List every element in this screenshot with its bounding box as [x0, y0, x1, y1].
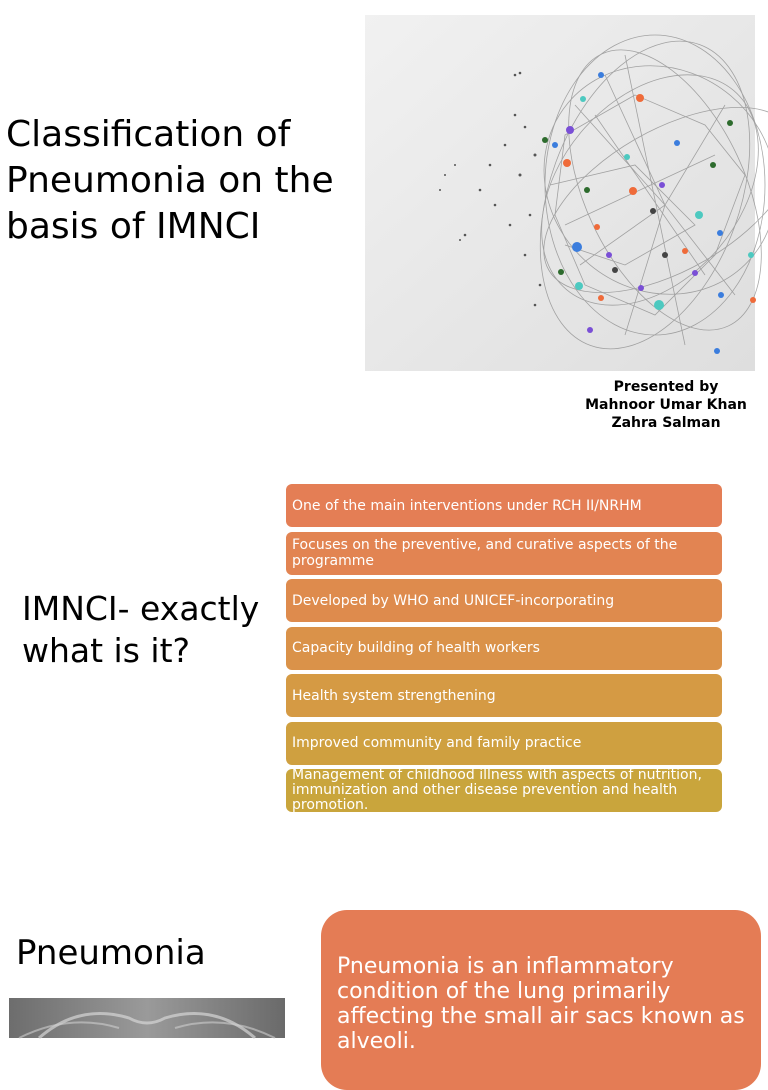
- presented-by-label: Presented by: [613, 379, 719, 395]
- slide-pneumonia: [0, 880, 768, 1054]
- list-item-text: One of the main interventions under RCH II/NRHM: [292, 497, 642, 514]
- chest-xray-image: [9, 998, 285, 1038]
- pneumonia-title: Pneumonia: [16, 933, 206, 973]
- list-item: [286, 627, 722, 670]
- list-item: [286, 674, 722, 717]
- list-item: [286, 484, 722, 527]
- list-item: [286, 532, 722, 575]
- presenter-name: Zahra Salman: [611, 415, 721, 431]
- network-illustration: [365, 15, 755, 371]
- list-item-text: Management of childhood illness with aspects of nutrition, immunization and other disease prevention and health promotion.: [292, 767, 702, 813]
- slide-title: [0, 0, 768, 440]
- list-item-text: Developed by WHO and UNICEF-incorporating: [292, 592, 615, 609]
- presenters-block: [575, 378, 757, 432]
- presenter-name: Mahnoor Umar Khan: [585, 397, 747, 413]
- list-item-text: Health system strengthening: [292, 687, 496, 704]
- pneumonia-definition: Pneumonia is an inflammatory condition of the lung primarily affecting the small air sacs known as alveoli.: [337, 954, 745, 1054]
- list-item: [286, 769, 722, 812]
- imnci-title: IMNCI- exactly what is it?: [22, 589, 260, 670]
- list-item: [286, 579, 722, 622]
- list-item-text: Improved community and family practice: [292, 735, 582, 751]
- list-item-text: Capacity building of health workers: [292, 640, 540, 656]
- presentation-title: Classification of Pneumonia on the basis of IMNCI: [6, 114, 334, 247]
- slide-imnci-overview: [0, 440, 768, 840]
- list-item: [286, 722, 722, 765]
- pneumonia-definition-box: [321, 910, 761, 1090]
- list-item-text: Focuses on the preventive, and curative aspects of the programme: [292, 537, 678, 569]
